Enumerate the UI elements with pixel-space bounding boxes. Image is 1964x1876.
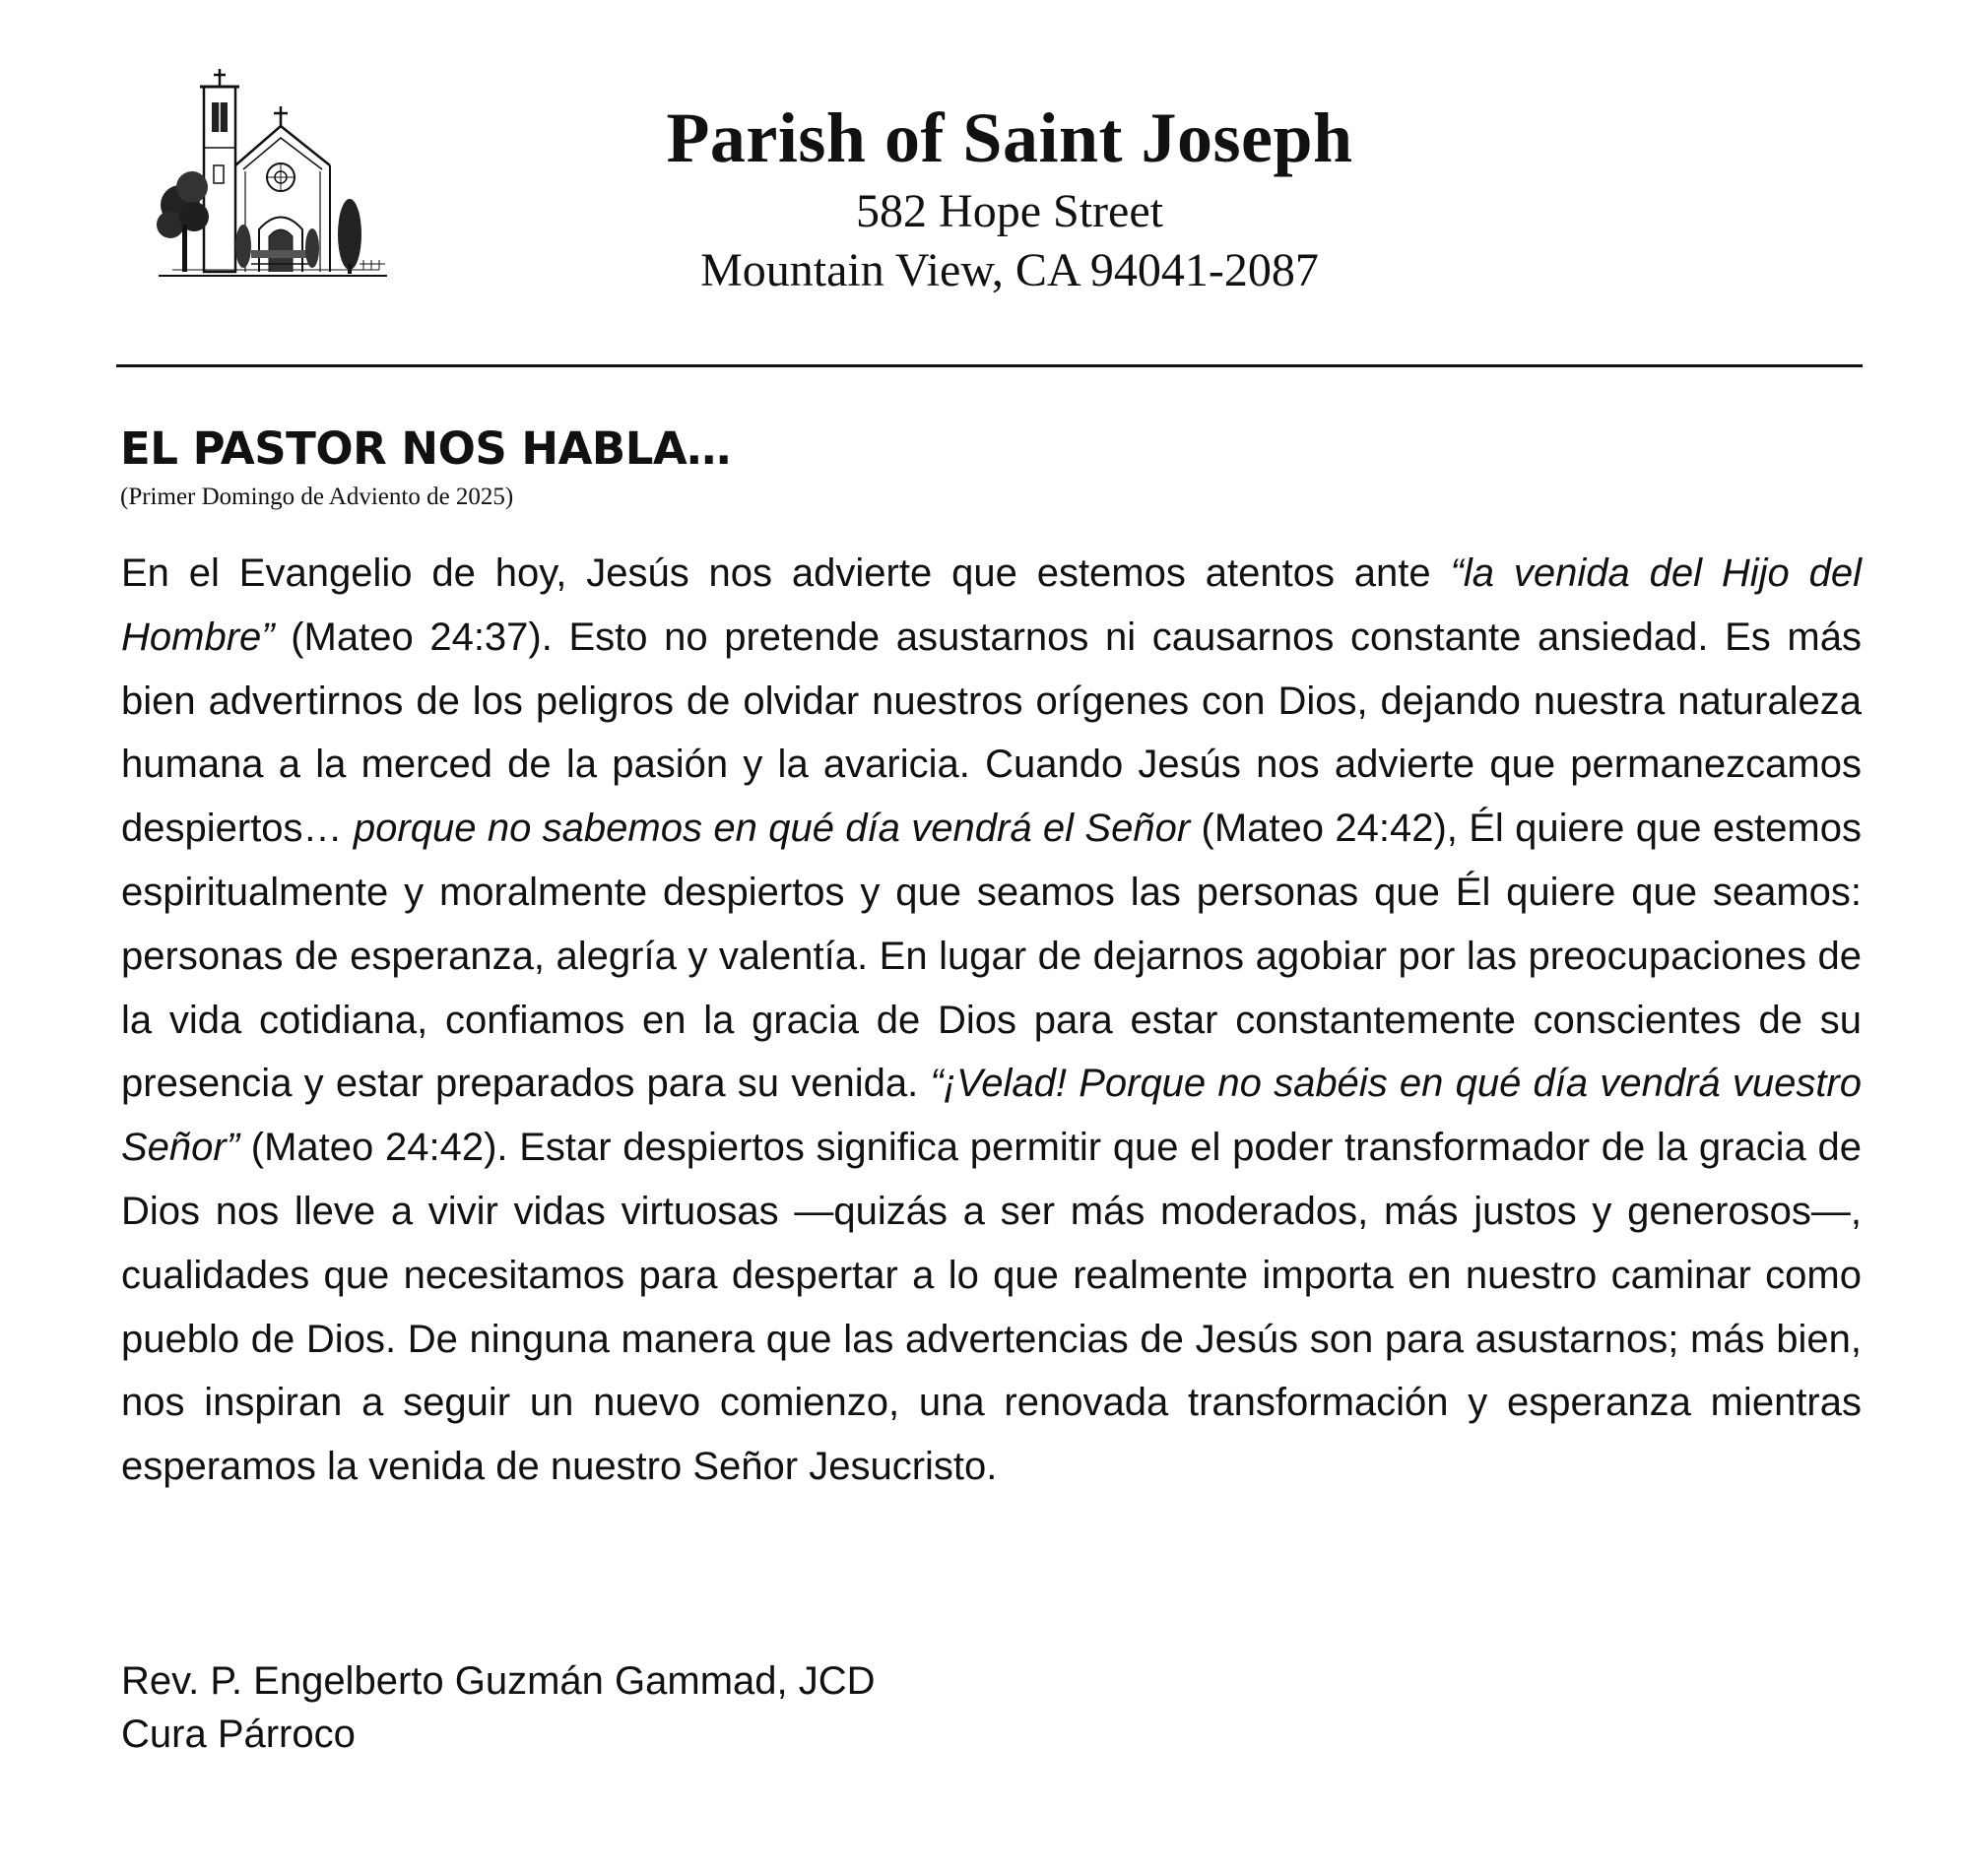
address-city: Mountain View, CA 94041-2087 (700, 244, 1319, 296)
signature-block (121, 1654, 876, 1761)
body-quote: porque no sabemos en qué día vendrá el Señor (353, 807, 1191, 851)
body-text-segment: En el Evangelio de hoy, Jesús nos advierte que estemos atentos ante (121, 551, 1451, 595)
article-heading: EL PASTOR NOS HABLA… (120, 422, 731, 475)
body-text-segment: (Mateo 24:37). Esto no pretende asustarnos ni causarnos constante ansiedad. Es más bien advertirnos de los peligros de olvidar nuestros orígenes con Dios, dejando nuestra naturaleza humana a la merced de la pasión y la avaricia. Cuando Jesús nos advierte que permanezcamos despiertos… (121, 615, 1862, 851)
body-quote: “¡Velad! Porque no sabéis en qué día vendrá vuestro Señor” (121, 1062, 1862, 1170)
body-text-segment: (Mateo 24:42). Estar despiertos significa permitir que el poder transformador de la gracia de Dios nos lleve a vivir vidas virtuosas —quizás a ser más moderados, más justos y generosos—, cualidades que necesitamos para despertar a lo que realmente importa en nuestro caminar como pueblo de Dios. De ninguna manera que las advertencias de Jesús son para asustarnos; más bien, nos inspiran a seguir un nuevo comienzo, una renovada transformación y esperanza mientras esperamos la venida de nuestro Señor Jesucristo. (121, 1126, 1862, 1489)
signature-role: Cura Párroco (121, 1713, 356, 1756)
parish-name: Parish of Saint Joseph (666, 98, 1353, 177)
body-quote: “la venida del Hijo del Hombre” (121, 551, 1862, 659)
article-subheading: (Primer Domingo de Adviento de 2025) (120, 484, 514, 510)
article-body (121, 542, 1862, 1499)
header-divider (116, 364, 1863, 367)
signature-name: Rev. P. Engelberto Guzmán Gammad, JCD (121, 1659, 876, 1703)
address-street: 582 Hope Street (856, 185, 1163, 237)
body-text-segment: (Mateo 24:42), Él quiere que estemos espiritualmente y moralmente despiertos y que seamos las personas que Él quiere que seamos: personas de esperanza, alegría y valentía. En lugar de dejarnos agobiar por las preocupaciones de la vida cotidiana, confiamos en la gracia de Dios para estar constantemente conscientes de su presencia y estar preparados para su venida. (121, 807, 1863, 1106)
parish-header (552, 94, 1468, 300)
church-illustration-icon (153, 67, 394, 289)
